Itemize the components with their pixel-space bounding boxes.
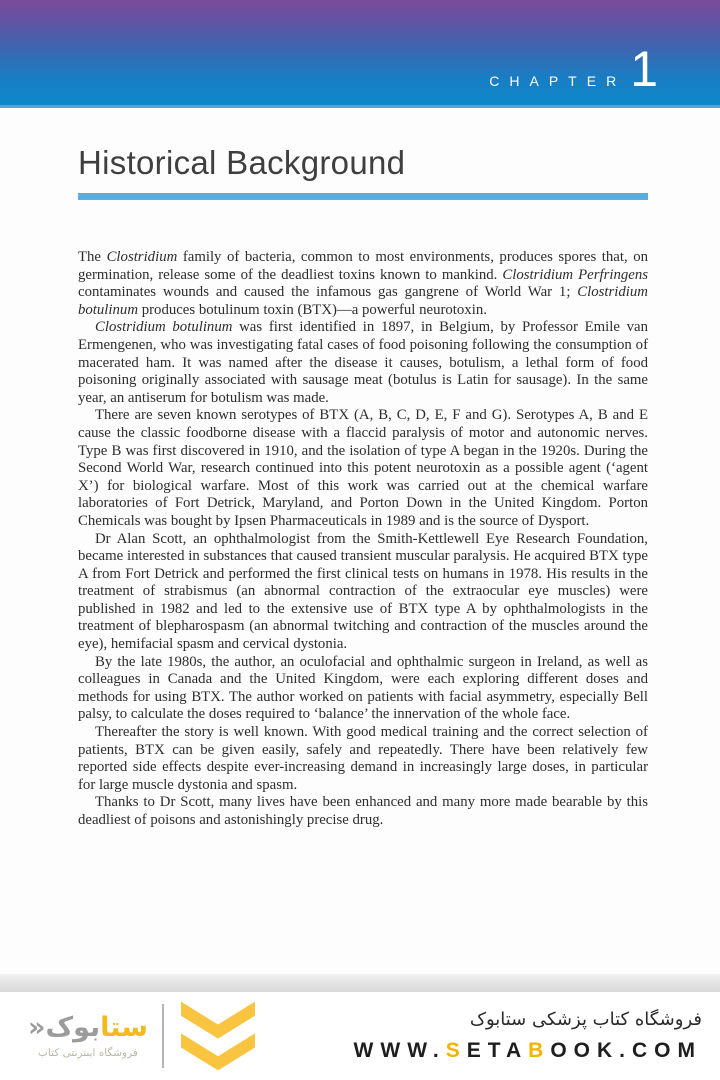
title-underline <box>78 193 648 200</box>
article-body <box>78 249 648 830</box>
chapter-number: 1 <box>630 41 658 97</box>
page-content <box>0 108 720 830</box>
wordmark-gray-part: بوک <box>45 1012 101 1044</box>
footer <box>0 992 720 1080</box>
paragraph: The Clostridium family of bacteria, common to most environments, produces spores that, on germination, release some of the deadliest toxins known to mankind. Clostridium Perfringens contaminates wounds and caused the infamous gas gangrene of World War 1; Clostridium botulinum produces botulinum toxin (BTX)—a powerful neurotoxin. <box>78 249 648 318</box>
paragraph: Dr Alan Scott, an ophthalmologist from the Smith-Kettlewell Eye Research Foundation, became interested in substances that caused transient muscular paralysis. He acquired BTX type A from Fort Detrick and performed the first clinical tests on humans in 1978. His results in the treatment of strabismus (an abnormal contraction of the extraocular eye muscles) were published in 1982 and led to the extensive use of BTX type A by ophthalmologists in the treatment of blepharospasm (an abnormal twitching and contraction of the muscles around the eye), hemifacial spasm and cervical dystonia. <box>78 530 648 653</box>
logo-tagline: فروشگاه اینترنتی کتاب <box>37 1046 138 1059</box>
paragraph: There are seven known serotypes of BTX (A, B, C, D, E, F and G). Serotypes A, B and E cause the classic foodborne disease with a flaccid paralysis of motor and autonomic nerves. Type B was first discovered in 1910, and the isolation of type A began in the 1920s. During the Second World War, research continued into this potent neurotoxin as a possible agent (‘agent X’) for biological warfare. Most of this work was carried out at the chemical warfare laboratories of Fort Detrick, Maryland, and Porton Down in the United Kingdom. Porton Chemicals was bought by Ipsen Pharmaceuticals in 1989 and is the source of Dysport. <box>78 407 648 529</box>
store-title: فروشگاه کتاب پزشکی ستابوک <box>469 1009 702 1030</box>
paragraph: Clostridium botulinum was first identified in 1897, in Belgium, by Professor Emile van Ermengenen, who was investigating fatal cases of food poisoning following the consumption of macerated ham. It was named after the disease it causes, botulism, a lethal form of food poisoning originally associated with sausage meat (botulus is Latin for sausage). In the same year, an antiserum for botulism was made. <box>78 319 648 406</box>
paragraph: Thereafter the story is well known. With good medical training and the correct selection of patients, BTX can be given easily, safely and repeatedly. There have been relatively few reported side effects despite ever-increasing demand in increasingly large doses, in particular for large muscle dystonia and spasm. <box>78 724 648 793</box>
store-url: WWW.SETABOOK.COM <box>353 1039 702 1062</box>
double-chevron-icon <box>174 996 262 1076</box>
page-title: Historical Background <box>78 144 406 181</box>
wordmark-yellow-part: ستا <box>100 1012 148 1044</box>
wordmark-guillemet: « <box>28 1012 46 1044</box>
paragraph: Thanks to Dr Scott, many lives have been enhanced and many more made bearable by this deadliest of poisons and astonishingly precise drug. <box>78 794 648 828</box>
setabook-logo <box>28 996 262 1076</box>
chapter-heading <box>489 41 658 97</box>
chapter-label: CHAPTER <box>489 73 627 89</box>
chapter-banner <box>0 0 720 108</box>
store-info <box>354 1009 702 1063</box>
paragraph: By the late 1980s, the author, an oculofacial and ophthalmic surgeon in Ireland, as well as colleagues in Canada and the United Kingdom, were each exploring different doses and methods for using BTX. The author worked on patients with facial asymmetry, especially Bell palsy, to calculate the doses required to ‘balance’ the innervation of the whole face. <box>78 653 648 723</box>
setabook-wordmark <box>28 1013 148 1043</box>
logo-divider <box>162 1004 164 1068</box>
page-edge-shadow <box>0 974 720 992</box>
logo-word-column <box>28 1013 148 1059</box>
